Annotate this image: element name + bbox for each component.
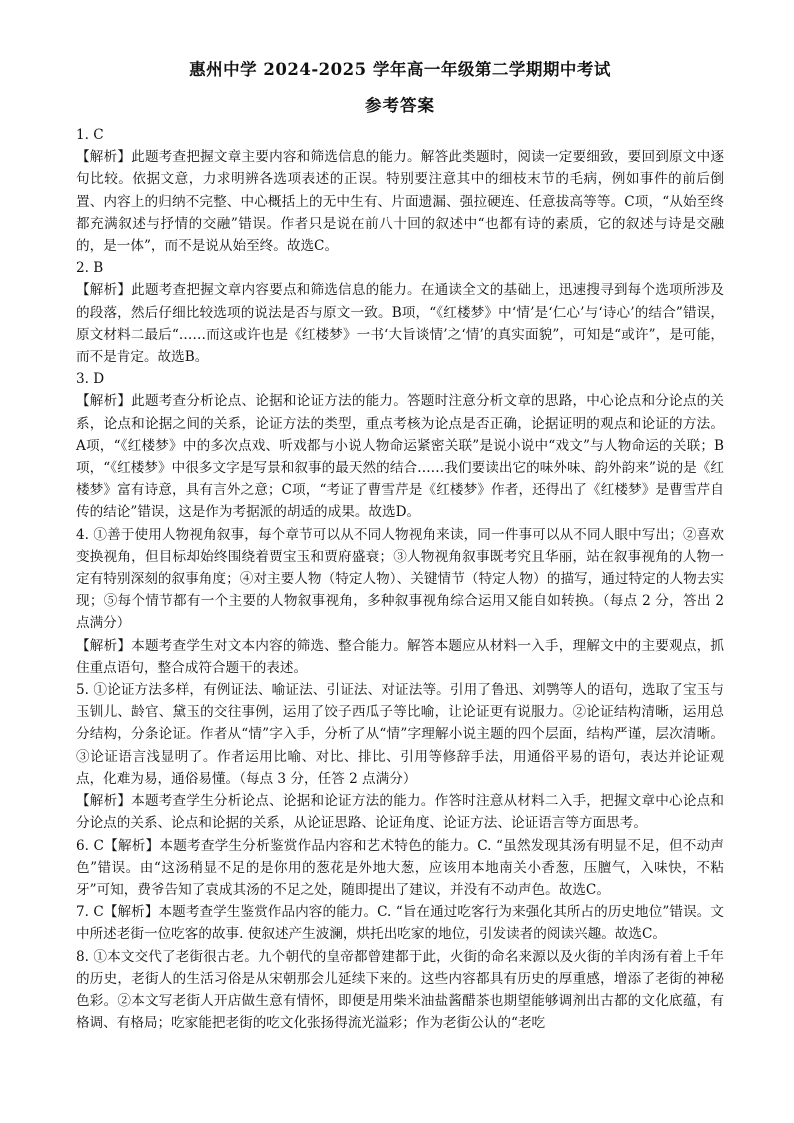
- answer-4: 4. ①善于使用人物视角叙事，每个章节可以从不同人物视角来读，同一件事可以从不同人眼中写出；②喜欢变换视角，但目标却始终围绕着贾宝玉和贾府盛衰；③人物视角叙事既考究且华丽，站在叙事视角的人物一定有特别深刻的叙事角度；④对主要人物（特定人物）、关键情节（特定人物）的描写，通过特定的人物去实现；⑤每个情节都有一个主要的人物叙事视角，多种叙事视角综合运用又能自如转换。（每点 2 分，答出 2 点满分）: [76, 526, 724, 632]
- page-title: 惠州中学 2024-2025 学年高一年级第二学期期中考试: [189, 60, 611, 79]
- analysis-1: 【解析】此题考查把握文章主要内容和筛选信息的能力。解答此类题时，阅读一定要细致，要回到原文中逐句比较。依据文意，力求明辨各选项表述的正误。特别要注意其中的细枝末节的毛病，例如事件的前后倒置、内容上的归纳不完整、中心概括上的无中生有、片面遗漏、强拉硬连、任意拔高等等。C项，“从始至终都充满叙述与抒情的交融”错误。作者只是说在前八十回的叙述中“也都有诗的素质，它的叙述与诗是交融的，是一体”，而不是说从始至终。故选C。: [76, 149, 724, 255]
- analysis-2: 【解析】此题考查把握文章内容要点和筛选信息的能力。在通读全文的基础上，迅速搜寻到每个选项所涉及的段落，然后仔细比较选项的说法是否与原文一致。B项，“《红楼梦》中‘情’是‘仁心’与‘诗心’的结合”错误，原文材料二最后“……而这或许也是《红楼梦》一书‘大旨谈情’之‘情’的真实面貌”，可知是“或许”，是可能，而不是肯定。故选B。: [76, 282, 724, 366]
- answer-6: 6. C【解析】本题考查学生分析鉴赏作品内容和艺术特色的能力。C. “虽然发现其汤有明显不足，但不动声色”错误。由“这汤稍显不足的是你用的葱花是外地大葱，应该用本地南关小香葱，压膻气，入味快，不粘牙”可知，费爷告知了袁成其汤的不足之处，随即提出了建议，并没有不动声色。故选C。: [76, 837, 724, 898]
- answer-7: 7. C【解析】本题考查学生鉴赏作品内容的能力。C. “旨在通过吃客行为来强化其所占的历史地位”错误。文中所述老街一位吃客的故事. 使叙述产生波澜，烘托出吃家的地位，引发读者的阅读兴趣。故选C。: [76, 904, 724, 943]
- question-number-2: 2. B: [76, 260, 104, 277]
- question-number-3: 3. D: [76, 371, 105, 388]
- analysis-4: 【解析】本题考查学生对文本内容的筛选、整合能力。解答本题应从材料一入手，理解文中的主要观点，抓住重点语句，整合成符合题干的表述。: [76, 637, 724, 676]
- page-subtitle: 参考答案: [365, 96, 435, 115]
- question-number-1: 1. C: [76, 127, 104, 143]
- answer-8: 8. ①本文交代了老街很古老。九个朝代的皇帝都曾建都于此，火街的命名来源以及火街的羊肉汤有着上千年的历史，老街人的生活习俗是从宋朝那会儿延续下来的。这些内容都具有历史的厚重感，增添了老街的神秘色彩。②本文写老街人开店做生意有情怀，即便是用柴米油盐酱醋茶也期望能够调剂出古都的文化底蕴，有格调、有格局；吃家能把老街的吃文化张扬得流光溢彩；作为老街公认的“老吃: [76, 948, 724, 1032]
- answer-5: 5. ①论证方法多样，有例证法、喻证法、引证法、对证法等。引用了鲁迅、刘鹗等人的语句，选取了宝玉与玉钏儿、龄官、黛玉的交往事例，运用了饺子西瓜子等比喻，让论证更有说服力。②论证结构清晰，运用总分结构，分条论证。作者从“情”字入手，分析了从“情”字理解小说主题的四个层面，结构严谨，层次清晰。③论证语言浅显明了。作者运用比喻、对比、排比、引用等修辞手法，用通俗平易的语句，表达并论证观点，化难为易，通俗易懂。（每点 3 分，任答 2 点满分）: [76, 682, 724, 787]
- answer-list: [76, 124, 724, 1034]
- analysis-3: 【解析】此题考查分析论点、论据和论证方法的能力。答题时注意分析文章的思路，中心论点和分论点的关系，论点和论据之间的关系，论证方法的类型，重点考核为论点是否正确，论据证明的观点和论证的方法。A项，“《红楼梦》中的多次点戏、听戏都与小说人物命运紧密关联”是说小说中“戏文”与人物命运的关联；B项，“《红楼梦》中很多文字是写景和叙事的最天然的结合……我们要读出它的味外味、韵外韵来”说的是《红楼梦》富有诗意，具有言外之意；C项，“考证了曹雪芹是《红楼梦》作者，还得出了《红楼梦》是曹雪芹自传的结论”错误，这是作为考据派的胡适的成果。故选D。: [76, 393, 724, 521]
- analysis-5: 【解析】本题考查学生分析论点、论据和论证方法的能力。作答时注意从材料二入手，把握文章中心论点和分论点的关系、论点和论据的关系，从论证思路、论证角度、论证方法、论证语言等方面思考。: [76, 793, 724, 832]
